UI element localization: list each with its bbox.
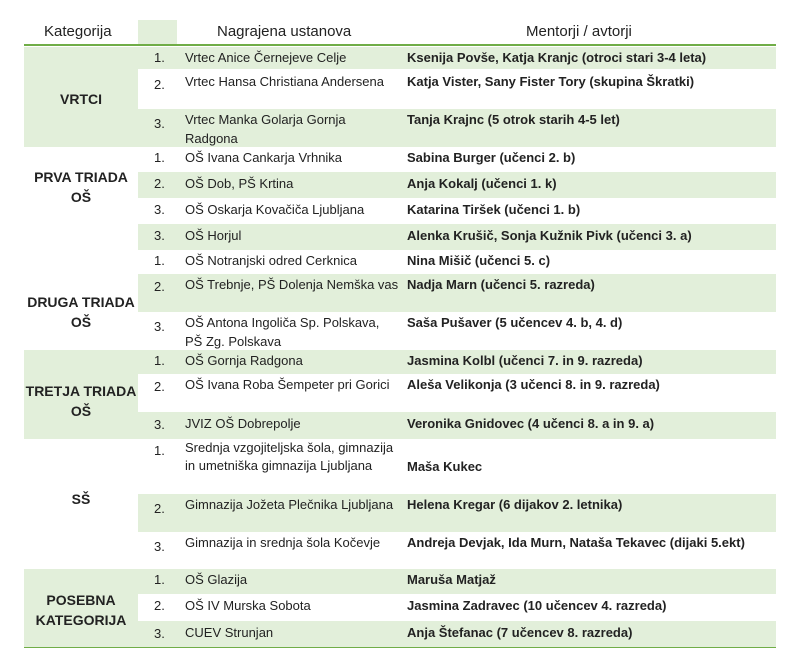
- row-institution: OŠ IV Murska Sobota: [185, 598, 311, 613]
- row-institution: OŠ Ivana Roba Šempeter pri Gorici: [185, 377, 390, 392]
- row-institution: Gimnazija Jožeta Plečnika Ljubljana: [185, 497, 394, 512]
- table-row: 3. OŠ Horjul Alenka Krušič, Sonja Kužnik Pivk (učenci 3. a): [138, 224, 776, 250]
- table-row: 3. Gimnazija in srednja šola Kočevje Andreja Devjak, Ida Murn, Nataša Tekavec (dijaki 5.ekt): [138, 532, 776, 569]
- row-mentors: Tanja Krajnc (5 otrok starih 4-5 let): [407, 112, 620, 127]
- category-cell-first-triad: [24, 147, 138, 250]
- table-row: 1. Srednja vzgojiteljska šola, gimnazija in umetniška gimnazija Ljubljana Maša Kukec: [138, 439, 776, 494]
- header-number-cell: [138, 20, 177, 44]
- row-mentors: Anja Štefanac (7 učencev 8. razreda): [407, 625, 633, 640]
- row-mentors: Katja Vister, Sany Fister Tory (skupina Škratki): [407, 74, 695, 89]
- table-row: 1. OŠ Glazija Maruša Matjaž: [138, 569, 776, 594]
- row-mentors: Maruša Matjaž: [407, 572, 496, 587]
- row-mentors: Alenka Krušič, Sonja Kužnik Pivk (učenci 3. a): [407, 228, 692, 243]
- row-institution: Srednja vzgojiteljska šola, gimnazija in umetniška gimnazija Ljubljana: [185, 440, 394, 473]
- row-mentors: Aleša Velikonja (3 učenci 8. in 9. razreda): [407, 377, 660, 392]
- header-institution: Nagrajena ustanova: [217, 23, 352, 40]
- row-institution: OŠ Oskarja Kovačiča Ljubljana: [185, 202, 365, 217]
- row-institution: Vrtec Anice Černejeve Celje: [185, 50, 347, 65]
- row-institution: OŠ Glazija: [185, 572, 248, 587]
- row-institution: OŠ Antona Ingoliča Sp. Polskava, PŠ Zg. Polskava: [185, 315, 380, 349]
- table-row: 1. OŠ Notranjski odred Cerknica Nina Mišič (učenci 5. c): [138, 250, 776, 274]
- table-row: 3. CUEV Strunjan Anja Štefanac (7 učencev 8. razreda): [138, 621, 776, 647]
- table-row: 3. JVIZ OŠ Dobrepolje Veronika Gnidovec (4 učenci 8. a in 9. a): [138, 412, 776, 439]
- row-mentors: Nadja Marn (učenci 5. razreda): [407, 277, 595, 292]
- row-institution: Gimnazija in srednja šola Kočevje: [185, 535, 381, 550]
- table-row: 3. OŠ Oskarja Kovačiča Ljubljana Katarina Tiršek (učenci 1. b): [138, 198, 776, 224]
- category-label: POSEBNA KATEGORIJA: [35, 592, 127, 628]
- row-mentors: Sabina Burger (učenci 2. b): [407, 150, 576, 165]
- category-cell-kindergartens: [24, 47, 138, 147]
- table-row: 2. Vrtec Hansa Christiana Andersena Katja Vister, Sany Fister Tory (skupina Škratki): [138, 69, 776, 109]
- category-cell-second-triad: [24, 250, 138, 350]
- row-mentors: Maša Kukec: [407, 459, 483, 474]
- category-label: SŠ: [71, 491, 91, 507]
- row-institution: OŠ Horjul: [185, 228, 242, 243]
- row-institution: JVIZ OŠ Dobrepolje: [185, 416, 301, 431]
- row-mentors: Jasmina Kolbl (učenci 7. in 9. razreda): [407, 353, 643, 368]
- row-institution: Vrtec Hansa Christiana Andersena: [185, 74, 384, 89]
- header-category: Kategorija: [44, 23, 112, 40]
- header-mentors: Mentorji / avtorji: [526, 23, 632, 40]
- header-divider: [24, 44, 776, 46]
- table-row: 3. OŠ Antona Ingoliča Sp. Polskava, PŠ Zg. Polskava Saša Pušaver (5 učencev 4. b, 4. d): [138, 312, 776, 350]
- table-row: 3. Vrtec Manka Golarja Gornja Radgona Tanja Krajnc (5 otrok starih 4-5 let): [138, 109, 776, 147]
- category-label: DRUGA TRIADA OŠ: [27, 294, 135, 330]
- category-label: VRTCI: [60, 91, 102, 107]
- row-institution: OŠ Gornja Radgona: [185, 353, 303, 368]
- row-mentors: Helena Kregar (6 dijakov 2. letnika): [407, 497, 623, 512]
- row-mentors: Katarina Tiršek (učenci 1. b): [407, 202, 581, 217]
- row-mentors: Saša Pušaver (5 učencev 4. b, 4. d): [407, 315, 623, 330]
- row-institution: OŠ Dob, PŠ Krtina: [185, 176, 294, 191]
- row-mentors: Anja Kokalj (učenci 1. k): [407, 176, 557, 191]
- row-institution: OŠ Trebnje, PŠ Dolenja Nemška vas: [185, 277, 399, 292]
- row-institution: OŠ Ivana Cankarja Vrhnika: [185, 150, 343, 165]
- row-institution: CUEV Strunjan: [185, 625, 274, 640]
- table-row: 2. Gimnazija Jožeta Plečnika Ljubljana Helena Kregar (6 dijakov 2. letnika): [138, 494, 776, 532]
- table-row: 1. Vrtec Anice Černejeve Celje Ksenija Povše, Katja Kranjc (otroci stari 3-4 leta): [138, 47, 776, 69]
- category-cell-special: [24, 569, 138, 647]
- category-cell-secondary: [24, 439, 138, 569]
- row-mentors: Andreja Devjak, Ida Murn, Nataša Tekavec (dijaki 5.ekt): [407, 535, 745, 550]
- table-row: 2. OŠ Ivana Roba Šempeter pri Gorici Aleša Velikonja (3 učenci 8. in 9. razreda): [138, 374, 776, 412]
- row-mentors: Ksenija Povše, Katja Kranjc (otroci stari 3-4 leta): [407, 50, 707, 65]
- table-bottom-border: [24, 647, 776, 648]
- table-row: 1. OŠ Gornja Radgona Jasmina Kolbl (učenci 7. in 9. razreda): [138, 350, 776, 374]
- category-label: PRVA TRIADA OŠ: [34, 169, 128, 205]
- row-institution: Vrtec Manka Golarja Gornja Radgona: [185, 112, 346, 146]
- category-cell-third-triad: [24, 350, 138, 439]
- table-row: 2. OŠ Trebnje, PŠ Dolenja Nemška vas Nadja Marn (učenci 5. razreda): [138, 274, 776, 312]
- table-row: 2. OŠ IV Murska Sobota Jasmina Zadravec (10 učencev 4. razreda): [138, 594, 776, 621]
- category-label: TRETJA TRIADA OŠ: [25, 383, 137, 419]
- row-institution: OŠ Notranjski odred Cerknica: [185, 253, 357, 268]
- row-mentors: Veronika Gnidovec (4 učenci 8. a in 9. a): [407, 416, 655, 431]
- table-row: 2. OŠ Dob, PŠ Krtina Anja Kokalj (učenci 1. k): [138, 172, 776, 198]
- row-mentors: Nina Mišič (učenci 5. c): [407, 253, 551, 268]
- row-mentors: Jasmina Zadravec (10 učencev 4. razreda): [407, 598, 667, 613]
- table-row: 1. OŠ Ivana Cankarja Vrhnika Sabina Burger (učenci 2. b): [138, 147, 776, 172]
